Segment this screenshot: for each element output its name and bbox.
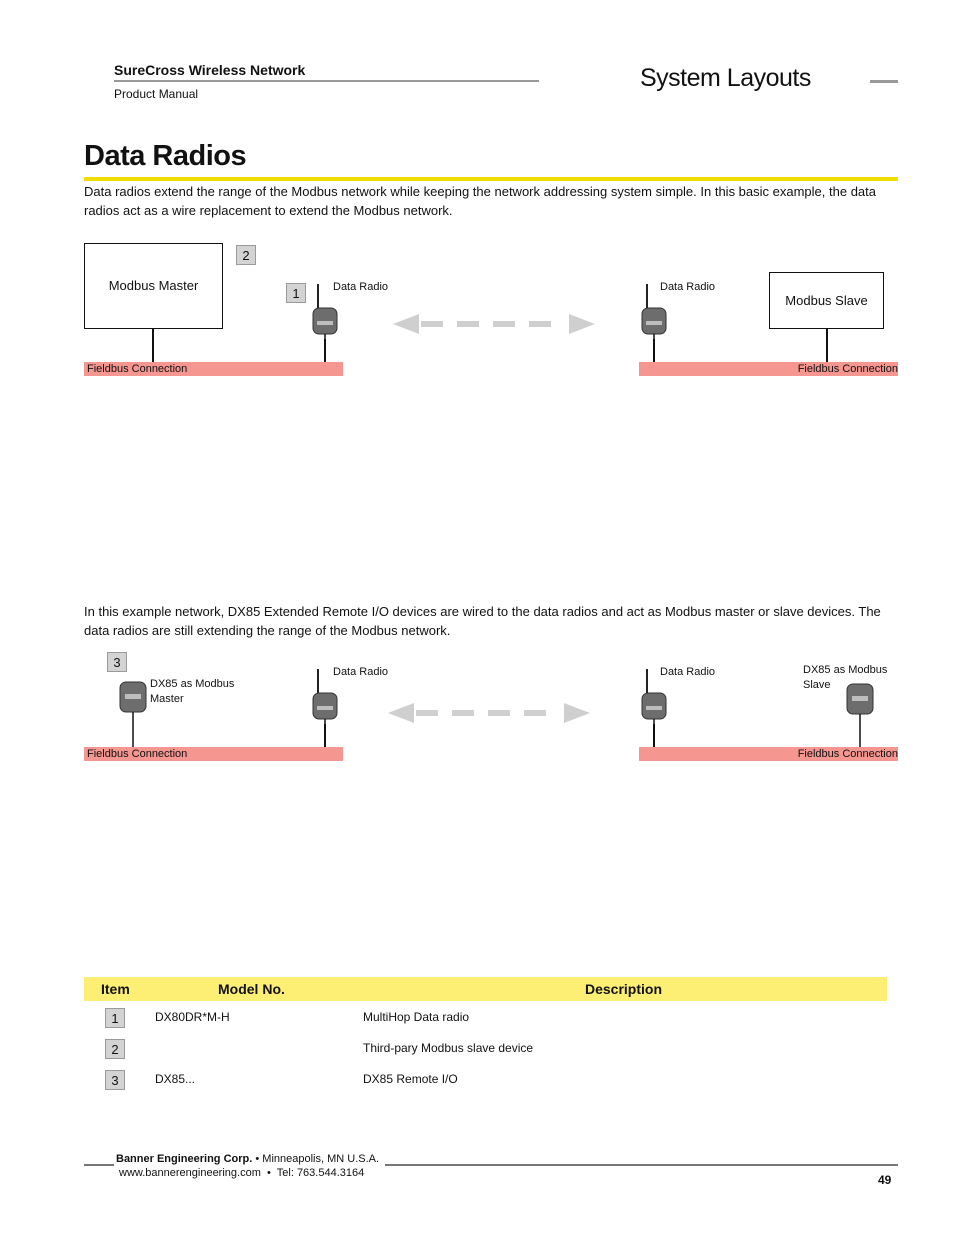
intro-paragraph: Data radios extend the range of the Modbus network while keeping the network addressing system simple. In this basic example, the data radios act as a wire replacement to extend the Modbus network. xyxy=(84,184,876,218)
table-header-description: Description xyxy=(585,981,663,997)
footer-location: Minneapolis, MN U.S.A. xyxy=(262,1153,380,1165)
second-paragraph: In this example network, DX85 Extended Remote I/O devices are wired to the data radios and act as Modbus master or slave devices. The data radios are still extending the range of the Modbus network. xyxy=(84,604,881,638)
data-radio-icon xyxy=(639,665,669,725)
fieldbus-bar-right: Fieldbus Connection xyxy=(639,362,898,376)
radio-wire-left xyxy=(324,339,326,362)
row-item-tag: 2 xyxy=(105,1039,125,1059)
footer-website[interactable]: www.bannerengineering.com xyxy=(119,1167,261,1179)
header-rule-right xyxy=(870,80,898,83)
row-item-tag: 3 xyxy=(105,1070,125,1090)
data-radio-icon xyxy=(310,280,340,340)
footer-rule-left xyxy=(84,1164,114,1166)
modbus-slave-label: Modbus Slave xyxy=(785,293,868,308)
table-header-item: Item xyxy=(101,981,130,997)
item-tag-1: 1 xyxy=(286,283,306,303)
footer-rule-right xyxy=(385,1164,898,1166)
table-header-model: Model No. xyxy=(218,981,285,997)
doc-type: Product Manual xyxy=(114,87,199,101)
row-description: DX85 Remote I/O xyxy=(363,1072,458,1086)
row-model: DX85... xyxy=(155,1072,196,1086)
dx85-master-label: DX85 as Modbus Master xyxy=(150,678,235,705)
dx85-slave-icon xyxy=(845,682,875,748)
item-tag-2: 2 xyxy=(236,245,256,265)
dx85-master-icon xyxy=(118,680,148,748)
fieldbus-bar-left: Fieldbus Connection xyxy=(84,747,343,761)
radio-wire-right xyxy=(653,339,655,362)
wireless-link-arrow xyxy=(393,312,595,336)
fieldbus-bar-left: Fieldbus Connection xyxy=(84,362,343,376)
footer-phone: Tel: 763.544.3164 xyxy=(276,1167,365,1179)
modbus-slave-box xyxy=(769,272,884,329)
footer-company: Banner Engineering Corp. xyxy=(116,1153,253,1165)
header-rule xyxy=(114,80,539,82)
fieldbus-bar-right: Fieldbus Connection xyxy=(639,747,898,761)
radio-wire-left xyxy=(324,724,326,747)
product-name: SureCross Wireless Network xyxy=(114,62,306,78)
wireless-link-arrow xyxy=(388,701,590,725)
radio-label-right: Data Radio xyxy=(660,666,716,678)
dx85-slave-label: DX85 as Modbus Slave xyxy=(803,664,888,691)
radio-label-left: Data Radio xyxy=(333,281,389,293)
master-wire xyxy=(152,329,154,362)
radio-wire-right xyxy=(653,724,655,747)
modbus-master-label: Modbus Master xyxy=(108,278,199,293)
table-header xyxy=(84,977,887,1001)
data-radio-icon xyxy=(310,665,340,725)
row-model: DX80DR*M-H xyxy=(155,1010,230,1024)
data-radio-icon xyxy=(639,280,669,340)
footer-contact-line: www.bannerengineering.com • Tel: 763.544.3164 xyxy=(119,1167,365,1179)
radio-label-right: Data Radio xyxy=(660,281,716,293)
title-rule xyxy=(84,177,898,181)
row-description: Third-pary Modbus slave device xyxy=(363,1041,534,1055)
modbus-master-box xyxy=(84,243,223,329)
slave-wire xyxy=(826,329,828,362)
page-title: Data Radios xyxy=(84,140,247,172)
section-title: System Layouts xyxy=(640,64,811,92)
radio-label-left: Data Radio xyxy=(333,666,389,678)
item-tag-3: 3 xyxy=(107,652,127,672)
page-number: 49 xyxy=(878,1173,892,1187)
footer-company-line: Banner Engineering Corp. • Minneapolis, MN U.S.A. xyxy=(116,1153,380,1165)
row-item-tag: 1 xyxy=(105,1008,125,1028)
row-description: MultiHop Data radio xyxy=(363,1010,470,1024)
